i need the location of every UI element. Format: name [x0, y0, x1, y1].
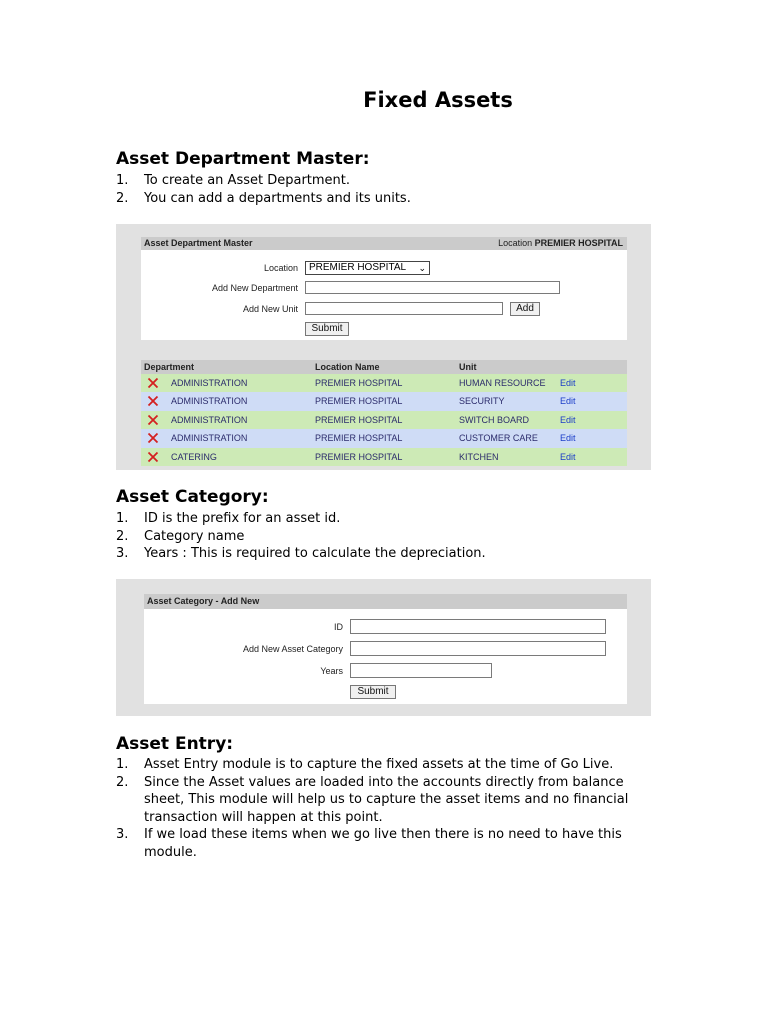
id-label: ID	[334, 622, 343, 632]
category-panel	[144, 594, 627, 704]
asset-entry-list	[116, 756, 656, 861]
section-heading-asset-entry: Asset Entry:	[116, 734, 234, 754]
table-row: ADMINISTRATION PREMIER HOSPITAL CUSTOMER CARE Edit	[141, 429, 627, 447]
list-item: 3. If we load these items when we go live then there is no need to have this module.	[116, 827, 622, 860]
header-location-name: Location Name	[315, 362, 380, 372]
delete-icon[interactable]	[147, 377, 159, 389]
list-item: 1. ID is the prefix for an asset id.	[116, 511, 341, 526]
category-input[interactable]	[350, 641, 606, 656]
table-row: ADMINISTRATION PREMIER HOSPITAL HUMAN RESOURCE Edit	[141, 374, 627, 392]
list-item: 2. Category name	[116, 528, 245, 544]
list-item: 3. Years : This is required to calculate the depreciation.	[116, 546, 486, 561]
table-row: ADMINISTRATION PREMIER HOSPITAL SECURITY Edit	[141, 392, 627, 410]
header-unit: Unit	[459, 362, 477, 372]
delete-icon[interactable]	[147, 395, 159, 407]
edit-link[interactable]: Edit	[560, 396, 576, 407]
header-department: Department	[144, 362, 195, 372]
list-item: 1. To create an Asset Department.	[116, 173, 351, 188]
new-unit-input[interactable]	[305, 302, 503, 315]
table-row: CATERING PREMIER HOSPITAL KITCHEN Edit	[141, 448, 627, 466]
list-item: 2. You can add a departments and its units.	[116, 190, 411, 206]
section-heading-category: Asset Category:	[116, 487, 269, 507]
delete-icon[interactable]	[147, 451, 159, 463]
department-table	[141, 360, 627, 466]
delete-icon[interactable]	[147, 414, 159, 426]
id-input[interactable]	[350, 619, 606, 634]
delete-icon[interactable]	[147, 432, 159, 444]
category-label: Add New Asset Category	[242, 644, 343, 654]
list-item: 2. Since the Asset values are loaded into the accounts directly from balance sheet, This module will help us to capture the asset items and no financial transaction will happen at this point.	[116, 774, 629, 825]
edit-link[interactable]: Edit	[560, 433, 576, 444]
section-heading-dept-master: Asset Department Master:	[116, 149, 370, 169]
dept-master-panel-header	[141, 237, 627, 250]
edit-link[interactable]: Edit	[560, 451, 576, 462]
category-list	[116, 510, 676, 563]
list-item: 1. Asset Entry module is to capture the fixed assets at the time of Go Live.	[116, 757, 614, 772]
new-department-input[interactable]	[305, 281, 560, 294]
location-label: Location	[263, 263, 298, 273]
dept-master-list	[116, 172, 676, 207]
document-title: Fixed Assets	[363, 88, 513, 112]
location-select[interactable]: PREMIER HOSPITAL ⌄	[305, 261, 430, 275]
years-input[interactable]	[350, 663, 492, 678]
location-indicator: Location PREMIER HOSPITAL	[498, 238, 623, 248]
dept-master-panel	[141, 237, 627, 340]
panel-title: Asset Department Master	[144, 238, 253, 248]
category-panel-header	[144, 594, 627, 609]
add-unit-button[interactable]: Add	[510, 302, 540, 316]
submit-button[interactable]: Submit	[350, 685, 396, 699]
submit-button[interactable]: Submit	[305, 322, 349, 336]
table-row: ADMINISTRATION PREMIER HOSPITAL SWITCH BOARD Edit	[141, 411, 627, 429]
table-header	[141, 360, 627, 374]
panel-title: Asset Category - Add New	[147, 596, 260, 606]
edit-link[interactable]: Edit	[560, 378, 576, 388]
edit-link[interactable]: Edit	[560, 414, 576, 425]
years-label: Years	[320, 666, 343, 676]
new-unit-label: Add New Unit	[242, 304, 298, 314]
chevron-down-icon: ⌄	[418, 263, 426, 273]
new-department-label: Add New Department	[211, 283, 298, 293]
